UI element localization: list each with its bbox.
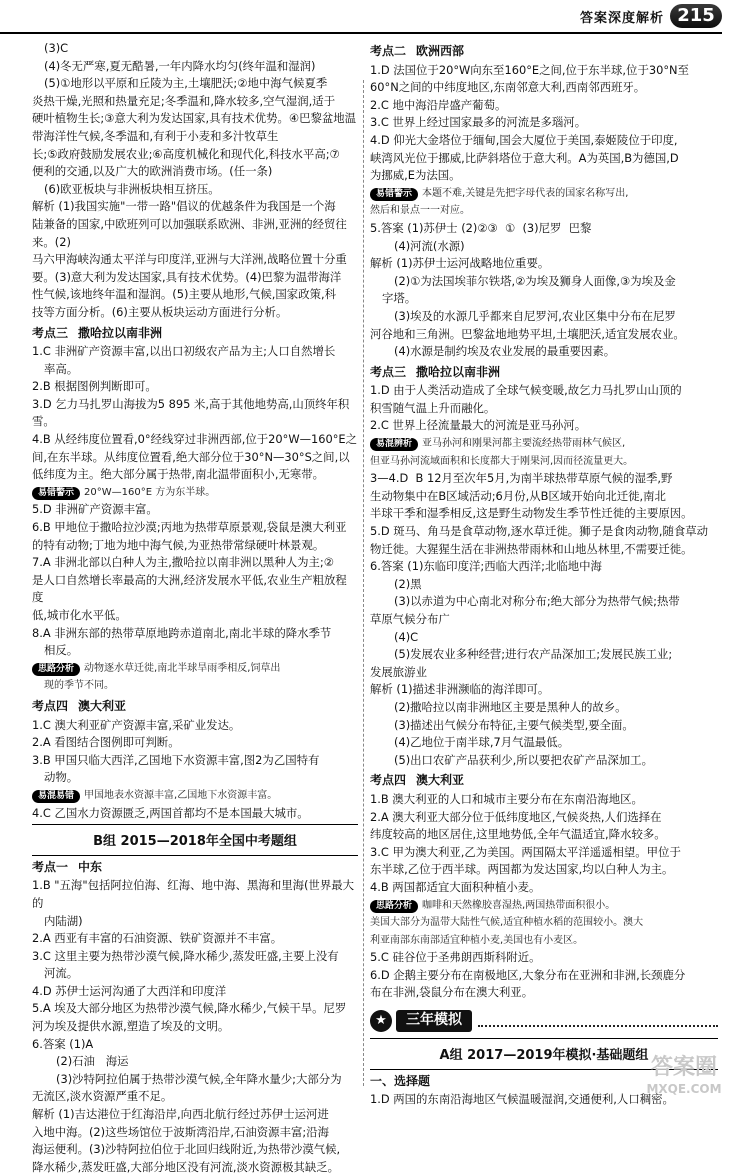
answer-line: (4)冬无严寒,夏无酷暑,一年内降水均匀(终年温和湿润) bbox=[44, 58, 316, 73]
tip-line: 思路分析 咖啡和天然橡胶喜湿热,两国热带面积很小。 bbox=[370, 897, 718, 915]
answer-line: 性气候,该地终年温和湿润。(5)主要从地形,气候,国家政策,科 bbox=[32, 287, 336, 302]
answer-line: (4)水源是制约埃及农业发展的最重要因素。 bbox=[394, 344, 616, 359]
banner-dotted-rule bbox=[478, 1015, 718, 1027]
answer-line: 2.C 地中海沿岸盛产葡萄。 bbox=[370, 97, 507, 112]
answer-line: 解析 (1)我国实施"一带一路"倡议的优越条件为我国是一个海 bbox=[32, 199, 336, 214]
answer-line: 1.D 法国位于20°W向东至160°E之间,位于东半球,位于30°N至 bbox=[370, 62, 689, 77]
answer-line: 发展旅游业 bbox=[370, 664, 427, 679]
answer-line: 3.B 甲国只临大西洋,乙国地下水资源丰富,图2为乙国特有 bbox=[32, 752, 320, 767]
answer-line: (5)出口农矿产品获利少,所以要把农矿产品深加工。 bbox=[394, 752, 653, 767]
answer-line: 东半球,乙位于西半球。两国都为发达国家,均以白种人为主。 bbox=[370, 862, 674, 877]
tip-badge: 易错警示 bbox=[32, 487, 80, 500]
answer-line: 低纬度为主。绝大部分属于热带,南北温带面积小,无寒带。 bbox=[32, 467, 325, 482]
section-heading: 考点三 撒哈拉以南非洲 bbox=[370, 364, 501, 379]
answer-line: 无流区,淡水资源严重不足。 bbox=[32, 1089, 173, 1104]
answer-line: 60°N之间的中纬度地区,东南邻意大利,西南邻西班牙。 bbox=[370, 80, 646, 95]
answer-line: (4)C bbox=[394, 629, 419, 644]
section-heading: 考点四 澳大利亚 bbox=[370, 773, 465, 788]
answer-line: 入地中海。(2)这些场馆位于波斯湾沿岸,石油资源丰富;沿海 bbox=[32, 1124, 329, 1139]
answer-line: 1.D 由于人类活动造成了全球气候变暖,故乞力马扎罗山山顶的 bbox=[370, 383, 682, 398]
answer-line: 1.B 澳大利亚的人口和城市主要分布在东南沿海地区。 bbox=[370, 791, 643, 806]
watermark-logo: 答案圈 MXQE.COM bbox=[646, 1055, 722, 1096]
tip-line: 易混辨析 亚马孙河和刚果河都主要流经热带雨林气候区, bbox=[370, 435, 718, 453]
tip-text-line: 现的季节不同。 bbox=[44, 680, 114, 692]
answer-line: 5.答案 (1)苏伊士 (2)②③ ① (3)尼罗 巴黎 bbox=[370, 220, 592, 235]
group-title-block bbox=[32, 824, 358, 856]
answer-line: 布在非洲,袋鼠分布在澳大利亚。 bbox=[370, 985, 534, 1000]
answer-line: 6.D 企鹅主要分布在南极地区,大象分布在亚洲和非洲,长颈鹿分 bbox=[370, 967, 686, 982]
answer-line: 3.C 这里主要为热带沙漠气候,降水稀少,蒸发旺盛,主要上没有 bbox=[32, 948, 339, 963]
answer-line: 动物。 bbox=[44, 770, 79, 785]
answer-line: 6.答案 (1)A bbox=[32, 1036, 94, 1051]
answer-line: 解析 (1)描述非洲濒临的海洋即可。 bbox=[370, 682, 550, 697]
column-divider bbox=[363, 80, 364, 1086]
answer-line: 2.B 根据图例判断即可。 bbox=[32, 379, 157, 394]
answer-line: 河为埃及提供水源,塑造了埃及的文明。 bbox=[32, 1019, 230, 1034]
tip-badge: 思路分析 bbox=[370, 900, 418, 913]
rule bbox=[32, 855, 358, 856]
answer-line: 4.C 乙国水力资源匮乏,两国首都均不是本国最大城市。 bbox=[32, 805, 309, 820]
answer-line: 便利的交通,以及广大的欧洲消费市场。(任一条) bbox=[32, 164, 273, 179]
banner-label: 三年模拟 bbox=[396, 1010, 472, 1032]
answer-line: 降水稀少,蒸发旺盛,大部分地区没有河流,淡水资源极其缺乏。 bbox=[32, 1159, 340, 1174]
answer-line: 相反。 bbox=[44, 643, 79, 658]
answer-line: (6)欧亚板块与非洲板块相互挤压。 bbox=[44, 181, 220, 196]
answer-line: 2.A 澳大利亚大部分位于低纬度地区,气候炎热,人们选择在 bbox=[370, 809, 662, 824]
rule bbox=[370, 1038, 718, 1039]
answer-line: 炎热干燥,光照和热量充足;冬季温和,降水较多,空气湿润,适于 bbox=[32, 93, 336, 108]
three-year-mock-banner bbox=[370, 1010, 718, 1032]
section-heading: 考点二 欧洲西部 bbox=[370, 44, 465, 58]
answer-line: 1.D 两国的东南沿海地区气候温暖湿润,交通便利,人口稠密。 bbox=[370, 1092, 674, 1107]
tip-line: 易错警示 本题不难,关键是先把字母代表的国家名称写出, bbox=[370, 185, 718, 203]
answer-line: 马六甲海峡沟通太平洋与印度洋,亚洲与大洋洲,战略位置十分重 bbox=[32, 252, 347, 267]
answer-line: (2)石油 海运 bbox=[56, 1054, 129, 1069]
answer-line: 3.C 甲为澳大利亚,乙为美国。两国隔太平洋遥遥相望。甲位于 bbox=[370, 844, 681, 859]
answer-line: (5)①地形以平原和丘陵为主,土壤肥沃;②地中海气候夏季 bbox=[44, 76, 328, 91]
answer-line: 3—4.D B 12月至次年5月,为南半球热带草原气候的湿季,野 bbox=[370, 471, 673, 486]
answer-line: 5.A 埃及大部分地区为热带沙漠气候,降水稀少,气候干旱。尼罗 bbox=[32, 1001, 347, 1016]
answer-line: (2)黑 bbox=[394, 576, 422, 591]
tip-text-line: 美国大部分为温带大陆性气候,适宜种植水稻的范围较小。澳大 bbox=[370, 917, 644, 929]
answer-line: (3)沙特阿拉伯属于热带沙漠气候,全年降水量少;大部分为 bbox=[56, 1071, 342, 1086]
answer-line: (5)发展农业多种经营;进行农产品深加工;发展民族工业; bbox=[394, 647, 673, 662]
answer-line: 4.D 仰光大金塔位于缅甸,国会大厦位于美国,泰姬陵位于印度, bbox=[370, 132, 678, 147]
answer-line: 1.B "五海"包括阿拉伯海、红海、地中海、黑海和里海(世界最大的 bbox=[32, 878, 354, 910]
answer-line: 6.B 甲地位于撒哈拉沙漠;丙地为热带草原景观,袋鼠是澳大利亚 bbox=[32, 520, 347, 535]
answer-line: 5.D 非洲矿产资源丰富。 bbox=[32, 502, 158, 517]
answer-line: 8.A 非洲东部的热带草原地跨赤道南北,南北半球的降水季节 bbox=[32, 625, 332, 640]
answer-line: (3)描述出气候分布特征,主要气候类型,要全面。 bbox=[394, 717, 634, 732]
answer-line: 海运便利。(3)沙特阿拉伯位于北回归线附近,为热带沙漠气候, bbox=[32, 1142, 341, 1157]
answer-line: 2.A 看图结合图例即可判断。 bbox=[32, 735, 180, 750]
group-title: A组 2017—2019年模拟·基础题组 bbox=[439, 1048, 649, 1064]
group-title: B组 2015—2018年全国中考题组 bbox=[93, 834, 297, 850]
tip-badge: 易混易错 bbox=[32, 790, 80, 803]
answer-line: 3.D 乞力马扎罗山海拔为5 895 米,高于其他地势高,山顶终年积雪。 bbox=[32, 396, 350, 429]
answer-line: 为挪威,E为法国。 bbox=[370, 168, 461, 183]
answer-line: (2)①为法国埃菲尔铁塔,②为埃及狮身人面像,③为埃及金 bbox=[394, 273, 676, 288]
tip-badge: 思路分析 bbox=[32, 663, 80, 676]
tip-text-line: 但亚马孙河流域面积和长度都大于刚果河,因而径流量更大。 bbox=[370, 455, 634, 467]
answer-line: 解析 (1)苏伊士运河战略地位重要。 bbox=[370, 256, 550, 271]
answer-line: 4.B 两国都适宜大面积种植小麦。 bbox=[370, 879, 541, 894]
left-column bbox=[32, 40, 358, 1174]
answer-line: 5.C 硅谷位于圣弗朗西斯科附近。 bbox=[370, 950, 541, 965]
answer-line: (2)撒哈拉以南非洲地区主要是黑种人的故乡。 bbox=[394, 699, 627, 714]
answer-line: 物迁徙。大猩猩生活在非洲热带雨林和山地丛林里,不需要迁徙。 bbox=[370, 541, 693, 556]
page-number-badge: 215 bbox=[670, 4, 722, 28]
answer-line: 生动物集中在B区域活动;6月份,从B区域开始向北迁徙,南北 bbox=[370, 488, 666, 503]
tip-line: 易错警示 20°W—160°E 方为东半球。 bbox=[32, 484, 358, 502]
answer-line: 1.C 非洲矿产资源丰富,以出口初级农产品为主;人口自然增长 bbox=[32, 344, 336, 359]
answer-line: 半球干季和湿季相反,这是野生动物发生季节性迁徙的主要原因。 bbox=[370, 506, 693, 521]
answer-line: 解析 (1)吉达港位于红海沿岸,向西北航行经过苏伊士运河进 bbox=[32, 1107, 329, 1122]
section-heading: 考点一 中东 bbox=[32, 859, 103, 874]
answer-line: 低,城市化水平低。 bbox=[32, 608, 127, 622]
answer-line: 3.C 世界上经过国家最多的河流是多瑙河。 bbox=[370, 115, 587, 130]
answer-line: 间,在东半球。从纬度位置看,绝大部分位于30°N—30°S之间,以 bbox=[32, 449, 350, 464]
answer-line: 是人口自然增长率最高的大洲,经济发展水平低,农业生产粗放程度 bbox=[32, 572, 347, 605]
answer-line: 2.A 西亚有丰富的石油资源、铁矿资源并不丰富。 bbox=[32, 931, 283, 946]
answer-line: 7.A 非洲北部以白种人为主,撒哈拉以南非洲以黑种人为主;② bbox=[32, 555, 334, 570]
tip-badge: 易错警示 bbox=[370, 188, 418, 201]
section-heading: 考点三 撒哈拉以南非洲 bbox=[32, 325, 163, 340]
rule bbox=[32, 824, 358, 825]
answer-line: 字塔。 bbox=[382, 291, 417, 306]
mascot-icon: ★ bbox=[370, 1010, 392, 1032]
answer-line: 技等方面分析。(6)主要从板块运动方面进行分析。 bbox=[32, 304, 288, 319]
tip-text-line: 然后和景点一一对应。 bbox=[370, 205, 470, 217]
right-column bbox=[370, 40, 718, 1106]
answer-line: 要。(3)意大利为发达国家,具有技术优势。(4)巴黎为温带海洋 bbox=[32, 269, 342, 284]
page-header bbox=[0, 0, 750, 34]
answer-line: 草原气候分布广 bbox=[370, 612, 450, 626]
answer-line: 硬叶植物生长;③意大利为发达国家,具有技术优势。④巴黎盆地温带海洋性气候,冬季温和,有利于小麦和多汁牧草生 bbox=[32, 111, 357, 143]
answer-line: 4.D 苏伊士运河沟通了大西洋和印度洋 bbox=[32, 983, 227, 998]
tip-line: 易混易错 甲国地表水资源丰富,乙国地下水资源丰富。 bbox=[32, 787, 358, 805]
answer-line: 的特有动物;丁地为地中海气候,为亚热带常绿硬叶林景观。 bbox=[32, 537, 325, 552]
answer-line: 积雪随气温上升而融化。 bbox=[370, 400, 496, 415]
answer-line: 河流。 bbox=[44, 966, 79, 981]
tip-text-line: 利亚南部东南部适宜种植小麦,美国也有小麦区。 bbox=[370, 934, 584, 946]
answer-line: 4.B 从经纬度位置看,0°经线穿过非洲西部,位于20°W—160°E之 bbox=[32, 432, 357, 447]
answer-line: 峡湾风光位于挪威,比萨斜塔位于意大利。A为英国,B为德国,D bbox=[370, 150, 679, 165]
answer-line: 陆兼备的国家,中欧班列可以加强联系欧洲、非洲,亚洲的经贸往来。(2) bbox=[32, 216, 347, 249]
answer-line: (4)河流(水源) bbox=[394, 238, 465, 253]
answer-line: 5.D 斑马、角马是食草动物,逐水草迁徙。狮子是食肉动物,随食草动 bbox=[370, 524, 709, 539]
answer-line: 6.答案 (1)东临印度洋;西临大西洋;北临地中海 bbox=[370, 559, 602, 574]
answer-line: (3)C bbox=[44, 41, 69, 55]
header-rule bbox=[0, 32, 722, 34]
header-label: 答案深度解析 bbox=[579, 11, 664, 26]
answer-line: 率高。 bbox=[44, 361, 79, 376]
section-heading: 考点四 澳大利亚 bbox=[32, 698, 127, 713]
answer-line: 2.C 世界上径流量最大的河流是亚马孙河。 bbox=[370, 418, 587, 433]
answer-line: 内陆湖) bbox=[44, 913, 83, 928]
answer-line: 长;⑤政府鼓励发展农业;⑥高度机械化和现代化,科技水平高;⑦ bbox=[32, 146, 340, 161]
answer-line: 纬度较高的地区居住,这里地势低,全年气温适宜,降水较多。 bbox=[370, 827, 666, 842]
answer-line: (3)以赤道为中心南北对称分布;绝大部分为热带气候;热带 bbox=[394, 594, 680, 609]
tip-badge: 易混辨析 bbox=[370, 438, 418, 451]
answer-line: (3)埃及的水源几乎都来自尼罗河,农业区集中分布在尼罗 bbox=[394, 308, 676, 323]
section-heading: 一、选择题 bbox=[370, 1073, 431, 1088]
answer-line: 河谷地和三角洲。巴黎盆地地势平坦,土壤肥沃,适宜发展农业。 bbox=[370, 326, 685, 341]
answer-line: 1.C 澳大利亚矿产资源丰富,采矿业发达。 bbox=[32, 717, 241, 732]
answer-line: (4)乙地位于南半球,7月气温最低。 bbox=[394, 735, 570, 750]
tip-line: 思路分析 动物逐水草迁徙,南北半球旱雨季相反,饲草出 bbox=[32, 660, 358, 678]
